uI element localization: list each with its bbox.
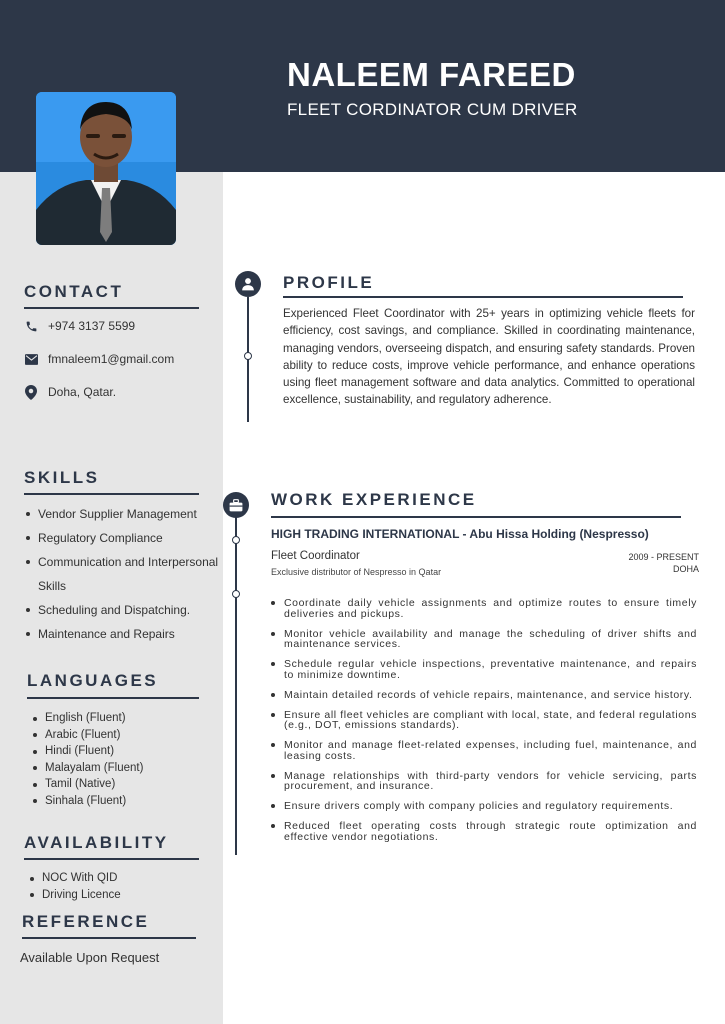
company-name: HIGH TRADING INTERNATIONAL - Abu Hissa Holding (Nespresso) (271, 527, 649, 541)
job-location: DOHA (672, 564, 699, 574)
timeline-node (232, 590, 240, 598)
skill-item: Communication and Interpersonal Skills (24, 550, 222, 598)
languages-list (31, 710, 216, 809)
skill-item: Scheduling and Dispatching. (24, 598, 222, 622)
availability-item: NOC With QID (28, 870, 213, 887)
duty-item: Maintain detailed records of vehicle repairs, maintenance, and service history. (270, 690, 697, 701)
role-note: Exclusive distributor of Nespresso in Qatar (271, 567, 442, 577)
language-item: Hindi (Fluent) (31, 743, 216, 760)
phone-icon (24, 319, 38, 333)
reference-heading: REFERENCE (22, 912, 150, 931)
profile-heading: PROFILE (283, 273, 375, 292)
profile-divider (283, 296, 683, 298)
role-title: Fleet Coordinator (271, 550, 360, 562)
duty-item: Ensure drivers comply with company policies and regulatory requirements. (270, 801, 697, 812)
availability-heading: AVAILABILITY (24, 833, 169, 852)
duty-item: Reduced fleet operating costs through strategic route optimization and effective vendor negotiations. (270, 821, 697, 842)
profile-photo (36, 92, 176, 245)
location-text: Doha, Qatar. (48, 385, 117, 399)
language-item: Sinhala (Fluent) (31, 793, 216, 810)
duty-item: Monitor and manage fleet-related expenses, including fuel, maintenance, and leasing costs. (270, 740, 697, 761)
reference-divider (22, 937, 196, 939)
email-icon (24, 352, 38, 366)
candidate-name: NALEEM FAREED (287, 56, 576, 93)
contact-divider (24, 307, 199, 309)
skills-divider (24, 493, 199, 495)
contact-email[interactable] (24, 352, 174, 366)
work-experience-divider (271, 516, 681, 518)
profile-summary: Experienced Fleet Coordinator with 25+ years in optimizing vehicle fleets for efficiency, cost savings, and compliance. Skilled in coordinating maintenance, managing vendors, overseeing dispatch, and ensuring safety standards. Proven ability to reduce costs, improve vehicle performance, and enhance operations using fleet management software and data analytics. Committed to operational excellence, sustainability, and regulatory adherence. (283, 307, 695, 407)
timeline-node (244, 352, 252, 360)
duty-item: Ensure all fleet vehicles are compliant with local, state, and federal regulations (e.g., DOT, emissions standards). (270, 710, 697, 731)
reference-text: Available Upon Request (20, 950, 160, 965)
contact-phone[interactable] (24, 319, 135, 333)
work-experience-heading: WORK EXPERIENCE (271, 490, 477, 509)
languages-divider (27, 697, 199, 699)
duty-item: Manage relationships with third-party vendors for vehicle servicing, parts procurement, and insurance. (270, 771, 697, 792)
language-item: English (Fluent) (31, 710, 216, 727)
languages-heading: LANGUAGES (27, 671, 159, 690)
contact-heading: CONTACT (24, 282, 124, 301)
person-icon (235, 271, 261, 297)
availability-divider (24, 858, 199, 860)
language-item: Tamil (Native) (31, 776, 216, 793)
phone-text: +974 3137 5599 (48, 319, 136, 333)
duty-item: Coordinate daily vehicle assignments and optimize routes to ensure timely deliveries and pickups. (270, 598, 697, 619)
duty-item: Schedule regular vehicle inspections, preventative maintenance, and repairs to minimize downtime. (270, 659, 697, 680)
contact-location (24, 385, 116, 399)
skill-item: Regulatory Compliance (24, 526, 222, 550)
email-text: fmnaleem1@gmail.com (48, 352, 175, 366)
skills-list (24, 502, 222, 646)
job-dates (628, 551, 699, 575)
timeline-node (232, 536, 240, 544)
job-date-range: 2009 - PRESENT (628, 552, 699, 562)
skills-heading: SKILLS (24, 468, 100, 487)
briefcase-icon (223, 492, 249, 518)
language-item: Arabic (Fluent) (31, 727, 216, 744)
job-title: FLEET CORDINATOR CUM DRIVER (287, 100, 578, 119)
availability-list (28, 870, 213, 903)
duty-item: Monitor vehicle availability and manage the scheduling of driver shifts and maintenance services. (270, 629, 697, 650)
duties-list (270, 598, 697, 852)
availability-item: Driving Licence (28, 887, 213, 904)
language-item: Malayalam (Fluent) (31, 760, 216, 777)
location-pin-icon (24, 385, 38, 399)
experience-timeline (235, 515, 237, 855)
skill-item: Maintenance and Repairs (24, 622, 222, 646)
skill-item: Vendor Supplier Management (24, 502, 222, 526)
